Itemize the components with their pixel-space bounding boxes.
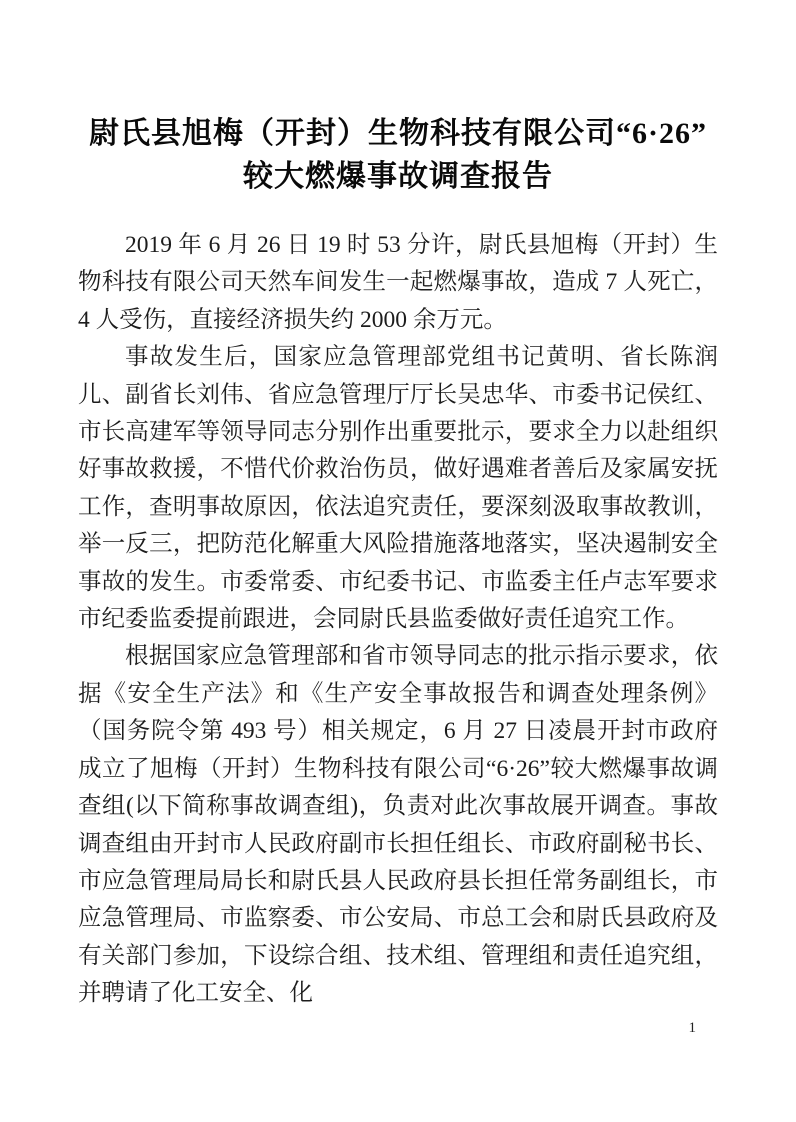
paragraph-investigation-team: 根据国家应急管理部和省市领导同志的批示指示要求，依据《安全生产法》和《生产安全事故报告和调查处理条例》（国务院令第 493 号）相关规定，6 月 27 日凌晨开封市政府成立了旭梅（开封）生物科技有限公司“6·26”较大燃爆事故调查组(以下简称事故调查组)，负责对此次事故展开调查。事故调查组由开封市人民政府副市长担任组长、市政府副秘书长、市应急管理局局长和尉氏县人民政府县长担任常务副组长，市应急管理局、市监察委、市公安局、市总工会和尉氏县政府及有关部门参加，下设综合组、技术组、管理组和责任追究组，并聘请了化工安全、化 bbox=[78, 643, 718, 1007]
title-line-1: 尉氏县旭梅（开封）生物科技有限公司“6·26” bbox=[88, 117, 707, 150]
title-line-2: 较大燃爆事故调查报告 bbox=[243, 160, 553, 193]
paragraph-leader-instructions: 事故发生后，国家应急管理部党组书记黄明、省长陈润儿、副省长刘伟、省应急管理厅厅长吴忠华、市委书记侯红、市长高建军等领导同志分别作出重要批示，要求全力以赴组织好事故救援，不惜代价救治伤员，做好遇难者善后及家属安抚工作，查明事故原因，依法追究责任，要深刻汲取事故教训，举一反三，把防范化解重大风险措施落地落实，坚决遏制安全事故的发生。市委常委、市纪委书记、市监委主任卢志军要求市纪委监委提前跟进，会同尉氏县监委做好责任追究工作。 bbox=[78, 344, 718, 633]
document-title bbox=[0, 112, 796, 198]
paragraph-intro: 2019 年 6 月 26 日 19 时 53 分许，尉氏县旭梅（开封）生物科技有限公司天然车间发生一起燃爆事故，造成 7 人死亡，4 人受伤，直接经济损失约 2000 余万元。 bbox=[78, 232, 718, 333]
page-number: 1 bbox=[688, 1020, 696, 1036]
document-body bbox=[78, 227, 718, 1013]
